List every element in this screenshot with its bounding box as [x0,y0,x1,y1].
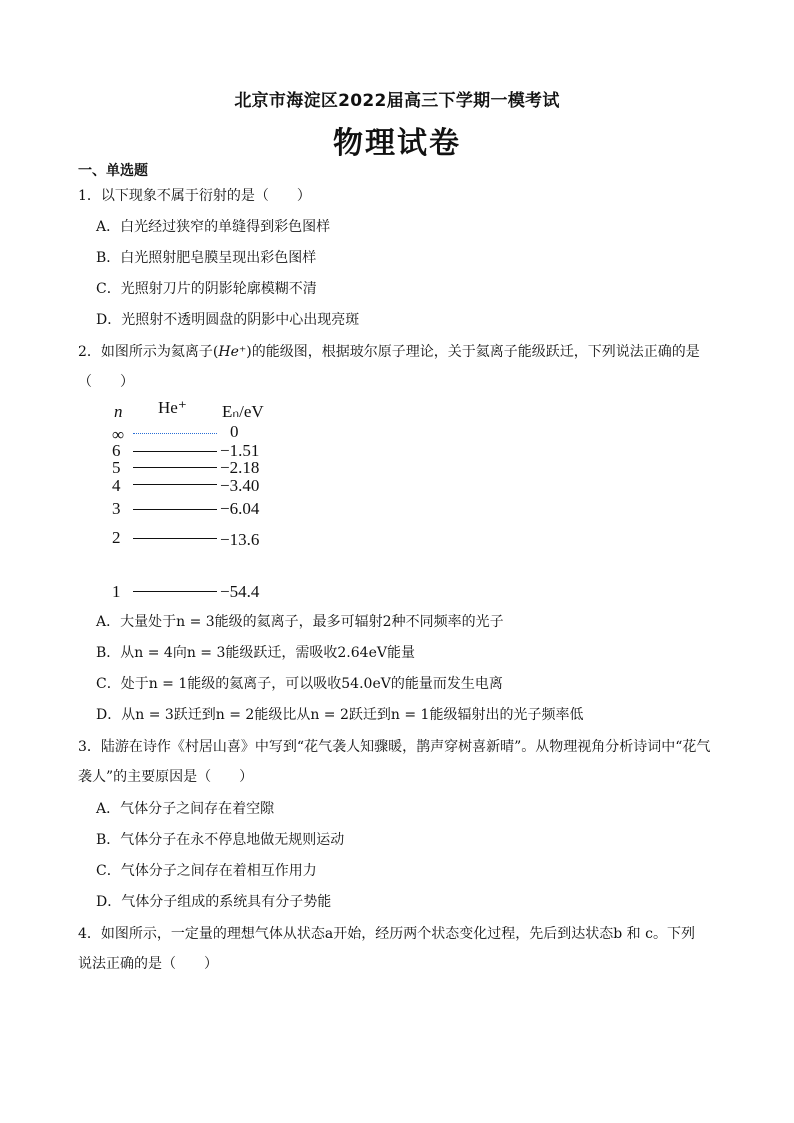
question-1-stem: 1．以下现象不属于衍射的是（ ） [78,188,311,204]
level-energy-4: −3.40 [220,476,260,495]
question-2-option-d: D．从n = 3跃迁到n = 2能级比从n = 2跃迁到n = 1能级辐射出的光子频率低 [96,707,584,723]
question-2-option-a: A．大量处于n = 3能级的氦离子，最多可辐射2种不同频率的光子 [96,614,504,630]
level-line-1 [133,591,217,592]
level-line-3 [133,509,217,510]
level-n-1: 1 [112,582,121,601]
level-n-3: 3 [112,499,121,518]
question-3-option-a: A．气体分子之间存在着空隙 [96,801,275,817]
level-n-4: 4 [112,476,121,495]
question-2-stem-answer-bracket: （ ） [78,374,134,390]
question-3-stem-line-2: 袭人”的主要原因是（ ） [78,769,254,785]
level-energy-infinity: 0 [230,422,239,441]
question-1-option-d: D．光照射不透明圆盘的阴影中心出现亮斑 [96,312,360,328]
level-n-5: 5 [112,458,121,477]
level-energy-1: −54.4 [220,582,260,601]
question-3-option-b: B．气体分子在永不停息地做无规则运动 [96,832,345,848]
question-3-stem-line-1: 3．陆游在诗作《村居山喜》中写到“花气袭人知骤暖，鹊声穿树喜新晴”。从物理视角分析诗词中“花气 [78,739,711,755]
question-2-option-b: B．从n = 4向n = 3能级跃迁，需吸收2.64eV能量 [96,645,415,661]
question-2-ion: He⁺ [218,344,247,360]
level-n-2: 2 [112,528,121,547]
level-line-infinity [133,433,217,434]
diagram-ion-label: He⁺ [158,398,187,417]
question-4-stem-line-1: 4．如图所示，一定量的理想气体从状态a开始，经历两个状态变化过程，先后到达状态b 和 c。下列 [78,926,695,942]
section-heading: 一、单选题 [78,163,148,179]
level-n-6: 6 [112,441,121,460]
level-line-4 [133,484,217,485]
question-2-stem-part-b: )的能级图，根据玻尔原子理论，关于氦离子能级跃迁，下列说法正确的是 [246,344,700,360]
question-1-option-c: C．光照射刀片的阴影轮廓模糊不清 [96,281,317,297]
level-energy-3: −6.04 [220,499,260,518]
level-line-6 [133,451,217,452]
question-1-option-b: B．白光照射肥皂膜呈现出彩色图样 [96,250,317,266]
diagram-n-label: n [114,402,123,421]
question-3-option-d: D．气体分子组成的系统具有分子势能 [96,894,332,910]
level-line-5 [133,467,217,468]
question-2-option-c: C．处于n = 1能级的氦离子，可以吸收54.0eV的能量而发生电离 [96,676,503,692]
paper-title: 物理试卷 [333,126,461,161]
level-energy-5: −2.18 [220,458,260,477]
level-line-2 [133,538,217,539]
energy-level-diagram [108,393,288,608]
question-2-stem-part-a: 2．如图所示为氦离子( [78,344,219,360]
question-3-option-c: C．气体分子之间存在着相互作用力 [96,863,317,879]
question-2-stem [78,343,700,361]
exam-title: 北京市海淀区2022届高三下学期一模考试 [234,91,560,111]
question-4-stem-line-2: 说法正确的是（ ） [78,956,218,972]
level-energy-2: −13.6 [220,530,260,549]
level-energy-6: −1.51 [220,441,260,460]
level-n-infinity: ∞ [112,425,125,444]
diagram-energy-label: Eₙ/eV [222,402,264,421]
question-1-option-a: A．白光经过狭窄的单缝得到彩色图样 [96,219,331,235]
